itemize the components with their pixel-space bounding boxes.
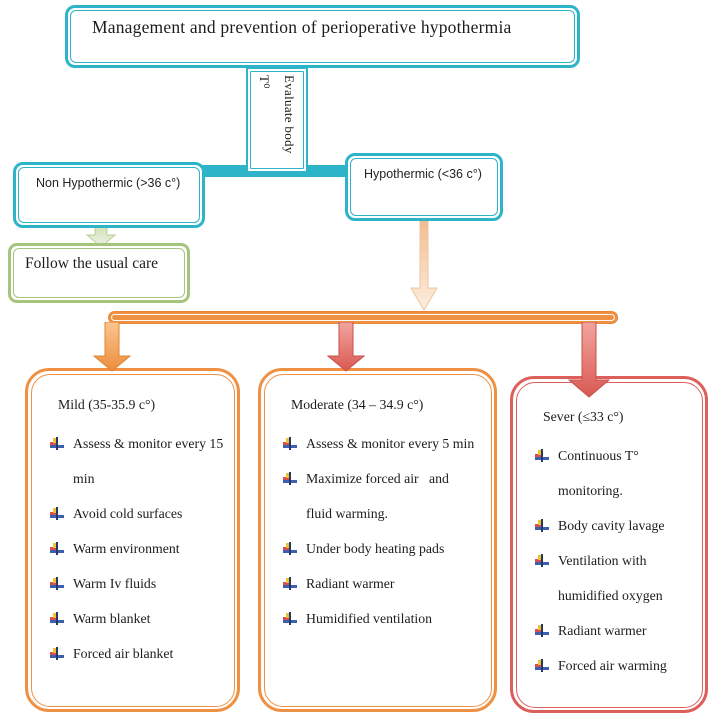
- severity-bar-stripe: [111, 314, 615, 321]
- list-item: Maximize forced air and fluid warming.: [283, 461, 483, 531]
- flow-arrow-hypothermic-down: [409, 220, 439, 312]
- plane-bullet-icon: [535, 449, 549, 462]
- moderate-heading: Moderate (34 – 34.9 c°): [291, 397, 424, 412]
- list-item: Ventilation with humidified oxygen: [535, 543, 694, 613]
- evaluate-label: Evaluate body T⁰: [257, 75, 297, 154]
- plane-bullet-icon: [50, 647, 64, 660]
- plane-bullet-icon: [535, 554, 549, 567]
- flow-arrow-mild: [93, 322, 131, 372]
- plane-bullet-icon: [50, 542, 64, 555]
- list-item: Forced air warming: [535, 648, 694, 683]
- list-item: Assess & monitor every 5 min: [283, 426, 483, 461]
- list-item: Body cavity lavage: [535, 508, 694, 543]
- list-item: Radiant warmer: [535, 613, 694, 648]
- title-box: [65, 5, 580, 68]
- list-item: Radiant warmer: [283, 566, 483, 601]
- plane-bullet-icon: [283, 472, 297, 485]
- list-item: Forced air blanket: [50, 636, 226, 671]
- severe-item-list: [535, 438, 694, 683]
- hypothermic-box: [345, 153, 503, 221]
- plane-bullet-icon: [283, 612, 297, 625]
- severe-heading: Sever (≤33 c°): [543, 409, 624, 424]
- plane-bullet-icon: [50, 577, 64, 590]
- plane-bullet-icon: [50, 612, 64, 625]
- evaluate-box: [246, 67, 308, 173]
- list-item: Avoid cold surfaces: [50, 496, 226, 531]
- plane-bullet-icon: [535, 659, 549, 672]
- list-item: Humidified ventilation: [283, 601, 483, 636]
- plane-bullet-icon: [283, 542, 297, 555]
- list-item: Assess & monitor every 15 min: [50, 426, 226, 496]
- list-item: Warm Iv fluids: [50, 566, 226, 601]
- severity-box-moderate: [258, 368, 497, 712]
- page-title: Management and prevention of perioperative hypothermia: [92, 17, 512, 37]
- mild-item-list: [50, 426, 226, 671]
- list-item: Warm environment: [50, 531, 226, 566]
- flow-arrow-moderate: [327, 322, 365, 372]
- mild-heading: Mild (35-35.9 c°): [58, 397, 156, 412]
- plane-bullet-icon: [50, 507, 64, 520]
- list-item: Continuous T° monitoring.: [535, 438, 694, 508]
- hypothermic-label: Hypothermic (<36 c°): [364, 167, 482, 181]
- list-item: Under body heating pads: [283, 531, 483, 566]
- non-hypothermic-label: Non Hypothermic (>36 c°): [36, 176, 181, 190]
- list-item: Warm blanket: [50, 601, 226, 636]
- flow-arrow-severe: [568, 322, 610, 398]
- severity-box-mild: [25, 368, 240, 712]
- usual-care-box: [8, 243, 190, 303]
- plane-bullet-icon: [535, 624, 549, 637]
- severity-box-severe: [510, 376, 708, 713]
- usual-care-label: Follow the usual care: [25, 255, 159, 272]
- plane-bullet-icon: [283, 437, 297, 450]
- plane-bullet-icon: [50, 437, 64, 450]
- non-hypothermic-box: [13, 162, 205, 228]
- plane-bullet-icon: [283, 577, 297, 590]
- plane-bullet-icon: [535, 519, 549, 532]
- moderate-item-list: [283, 426, 483, 636]
